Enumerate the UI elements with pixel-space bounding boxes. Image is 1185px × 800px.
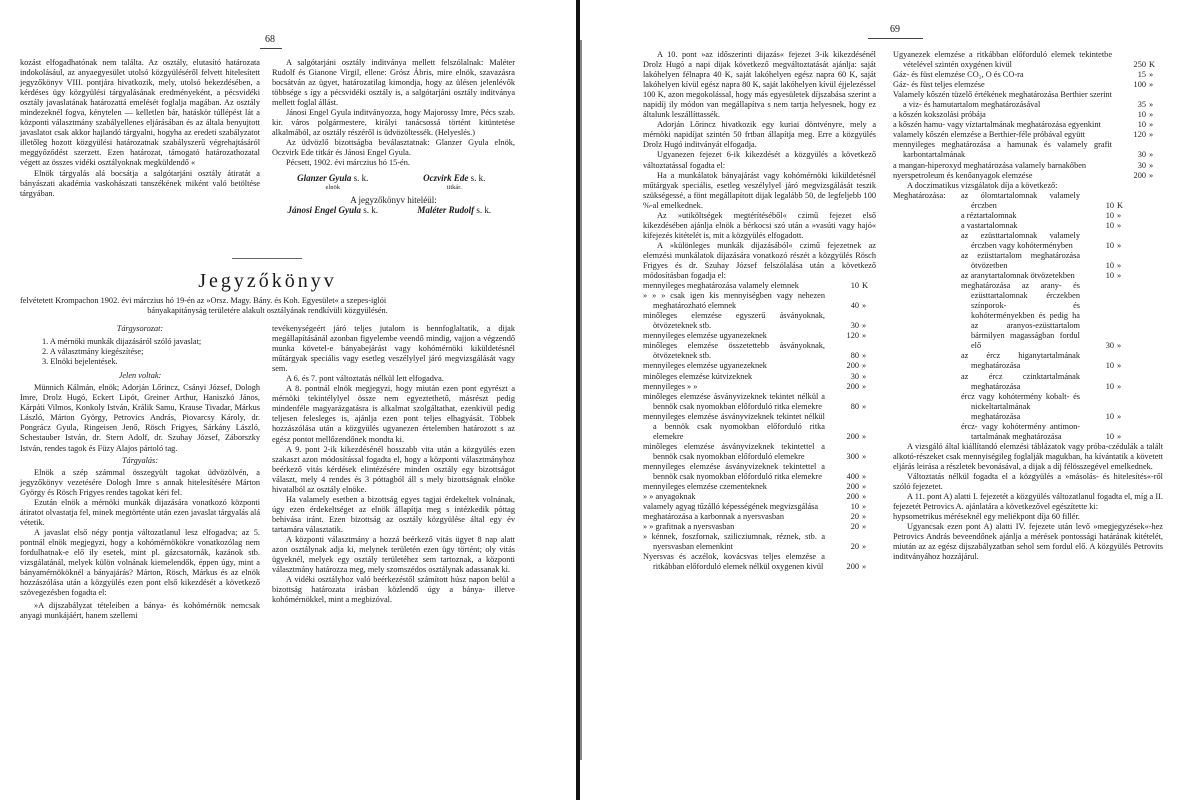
paragraph: Pécsett, 1902. évi márczius hó 15-én. [286,158,410,168]
fee-row [643,291,876,311]
paragraph: A »különleges munkák dijazásából« czimű fejezetnek az elemzési munkálatok díjazására vonatkozó részét a közgyülés Rösch Frigyes és dr. Szuhay József felszólalása után a következő módosításban fogadja el: [643,240,876,281]
fee-value: 200 [846,562,859,572]
fee-description: az ércz higanytartalmának meghatározása [961,351,1080,371]
signature-name: Glanzer Gyula [297,172,352,183]
signature-block [272,173,394,193]
fee-description: mennyileges meghatározása a hamunak és valamely grafit karbontartalmának [893,140,1112,160]
fee-description: mennyileges elemzése ásványvizeknek tekintet nélkül a bennök csak nyomokban előforduló ritka elemekre [643,411,825,441]
fee-description: a vastartalomnak [961,220,1018,230]
agenda-item: 1. A mérnöki munkák dijazásáról szóló javaslat; [42,337,202,347]
fee-unit: » [1117,271,1122,281]
fee-unit: » [1117,341,1122,351]
fee-value: 300 [846,451,859,461]
right-col1 [643,50,876,572]
fee-value: 120 [1133,130,1146,140]
fee-unit: » [862,542,867,552]
fee-row [643,532,876,552]
fee-value: 10 [1105,411,1114,421]
fee-unit: » [862,331,867,341]
proceedings-title: Tárgyalás: [121,455,159,465]
paragraph: A 8. pontnál elnök megjegyzi, hogy miután ezen pont egyrészt a mérnöki tekintélylyel össze nem egyeztethető, másrészt pedig mindenféle magyarázgatásra is alkalmat szolgáltathat, ezenkivül pedig teljesen felesleges is, ajánlja ezen pont teljes elhagyását. Többek hozzászólása után a közgyülés ugyanezen értelemben határozott s az egész pontot mellőzendőnek mondta ki. [272,384,515,444]
left-col2-top [272,58,515,215]
fee-unit: K [862,281,868,291]
fee-value: 30 [1137,150,1146,160]
fee-value: 10 [1105,381,1114,391]
paragraph: Ha a munkálatok bányajárást vagy kohómérnöki kiküldetésnél műtárgyak speciális, esetleg veszélylyel járó megvizsgálását teszik szükségessé, a fönt megállapított dijak legalább 50, de legfeljebb 100 %-al emelkednek. [643,170,876,210]
fee-value: 10 [850,502,859,512]
docimastic-section [893,191,1163,442]
fee-row [961,251,1131,271]
fee-description: mennyileges meghatározása valamely elemnek [643,281,799,291]
fee-unit: » [1117,220,1122,230]
right-col2 [893,50,1163,562]
fee-unit: » [1117,361,1122,371]
fee-value: 80 [850,401,859,411]
fee-row [643,412,876,442]
fee-unit: » [862,502,867,512]
fee-description: mennyileges elemzése ugyanezeknek [643,331,767,341]
fee-unit: » [1117,210,1122,220]
fee-unit: » [862,492,867,502]
fee-unit: » [862,361,867,371]
signature-row [272,173,515,193]
fee-unit: » [1117,260,1122,270]
fee-description: Gáz- és füst elemzése CO₂, O és CO-ra [893,70,1024,80]
page-number-rule [868,38,923,39]
fee-unit: » [862,301,867,311]
fee-description: Nyersvas és aczélok, kovácsvas teljes elemzése a ritkábban előforduló elemek nélkül oxygenen kivül [643,552,825,572]
fee-description: minőleges elemzése ásványvizeknek tekintet nélkül a bennök csak nyomokban előforduló ritka elemekre [643,391,825,411]
fee-description: mennyileges » » [643,381,698,391]
fee-row [643,512,876,522]
fee-unit: » [1149,80,1154,90]
fee-value: 250 [1133,60,1146,70]
left-col2-bottom [272,324,515,605]
fee-unit: » [1149,100,1154,110]
fee-description: » » grafitnak a nyersvasban [643,522,735,532]
fee-unit: » [862,562,867,572]
fee-row [643,502,876,512]
fee-unit: » [1149,150,1154,160]
fee-row [643,522,876,532]
fee-value: 20 [850,542,859,552]
fee-row [643,361,876,371]
hypsometric-fee: hypsometrikus méréseknél egy meliékpont díja 60 fillér. [893,512,1080,522]
fee-description: ércz- vagy kohótermény antimon-tartalmának meghatározása [961,421,1080,441]
subheading-line: felvétetett Krompachon 1902. évi márczius hó 19-én az »Orsz. Magy. Bány. és Koh. Egyesület« a szepes-iglói [20,296,387,305]
paragraph: »A dijszabályzat tételeiben a bánya- és kohómérnök nemcsak anyagi munkájáért, hanem szellemi [20,601,260,621]
fee-unit: » [1149,160,1154,170]
fee-unit: » [1149,170,1154,180]
fee-row [643,382,876,392]
fee-row [643,281,876,291]
fee-description: minőleges elemzése kútvizeknek [643,371,753,381]
fee-value: 200 [846,492,859,502]
signature-name: Oczvirk Ede [423,172,469,183]
docimastic-label: Meghatározása: [893,190,946,200]
fee-unit: » [862,371,867,381]
fee-row [643,331,876,341]
fee-value: 10 [1105,240,1114,250]
attestation: A jegyzőkönyv hiteléül: [350,194,437,205]
fee-description: a mangan-hiperoxyd meghatározása valamely barnakőben [893,160,1087,170]
fee-row [893,90,1163,110]
fee-value: 200 [1133,170,1146,180]
paragraph: A 11. pont A) alatti I. fejezetét a közgyülés változatlanul fogadta el, míg a II. fejezetét Petrovics A. ajánlatára a következővel egészítette ki: [893,492,1163,512]
fee-value: 15 [1137,70,1146,80]
paragraph: A javaslat első négy pontja változatlanul lesz elfogadva; az 5. pontnál elnök megjegyzi, hogy a kohómérnökökre vonatkozólag nem fordulhatnak-e elő ily esetek, mint pl. gázcsatornák, kazánok stb. vizsgálatánál, melyek külön volnának kiemelendők, éppen úgy, mint a bányamérnököknél a bányajárás? Márton, Rösch, Márkus és az elnök hozzászólása után a közgyülés ezen pont első kikezdését a következő szövegezésben fogadta el: [20,527,260,598]
fee-unit: » [862,482,867,492]
fee-row [643,372,876,382]
paragraph: Ezután elnök a mérnöki munkák dijazására vonatkozó központi átiratot olvastatja fel, minek megtörténte után ezen javaslat tárgyalás alá vétetik. [20,497,260,527]
fee-table [893,50,1163,181]
page-number-rule [260,48,282,49]
fee-row [893,110,1163,120]
paragraph: A vizsgáló által kiállítandó elemzési táblázatok vagy próba-czédulák a talált alkotó-részeket csak mennyiségileg foglalják magukban, ha kívántatik a követett eljárás leirása a részletek bevonásával, a dijak a díj félösszegével emelkednek. [893,441,1163,471]
fee-description: a kőszén kokszolási próbája [893,110,986,120]
fee-row [961,392,1131,422]
fee-row [643,462,876,482]
signature-name: Maléter Rudolf [417,204,475,215]
left-col1-top [20,58,260,199]
fee-unit: » [862,401,867,411]
paragraph: Változtatás nélkül fogadta el a közgyülés a »másolás- és hitelesítés«-ről szóló fejezetet. [893,471,1163,492]
fee-unit: » [862,321,867,331]
paragraph: Ugyancsak ezen pont A) alatti IV. fejezete után levő »megjegyzések«-hez Petrovics András beveendőnek ajánlja a mérések pontossági határának kitételét, miután az az egész dijszabályzatban sehol sem fordul elő. A közgyülés Petrovits inditványához hozzájárul. [893,522,1163,562]
fee-value: 10 [1105,431,1114,441]
signature-role: elnök [325,183,340,191]
fee-row [961,422,1131,442]
signature-block [394,205,516,215]
signature-role: titkár. [446,183,462,191]
paragraph: Jánosi Engel Gyula inditványozza, hogy Majorossy Imre, Pécs szab. kir. város polgármestere, királyi tanácsossá történt kitüntetése alkalmából, az osztály részéről is üdvözöltessék. (Helyeslés.) [272,108,515,138]
fee-row [643,482,876,492]
fee-value: 200 [846,431,859,441]
page-number-right: 69 [890,24,900,35]
fee-value: 80 [850,351,859,361]
fee-row [893,80,1163,90]
agenda-title: Tárgysorozat: [116,324,164,333]
fee-description: meghatározása az arany- és ezüsttartalomnak érczekben színporok- és kohóterményekben és pedig ha az aranyos-ezüsttartalom bármilyen magasságban fordul elő [961,281,1080,351]
fee-unit: » [862,381,867,391]
fee-row [643,311,876,331]
fee-unit: » [1149,110,1154,120]
fee-value: 35 [1137,100,1146,110]
fee-description: Ugyanezek elemzése a ritkábban előforduló elemek tekintetbe vételével szintén oxygénen kivül [893,50,1112,70]
left-col1-bottom [20,324,260,621]
fee-value: 10 [1105,210,1114,220]
paragraph: A salgótarjáni osztály inditványa mellett felszólalnak: Maléter Rudolf és Gianone Virgil, ellene: Grósz Ábris, mire elnök, szavazásra bocsátván az ügyet, határozatilag kimondja, hogy az ülésen jelenlévők többsége s így a pécsvidéki osztály is, a salgótarjáni osztály inditványa mellett foglal állást. [272,58,515,108]
fee-unit: » [1149,130,1154,140]
signature-block [394,173,516,193]
signature-suffix: s. k. [470,172,486,183]
fee-unit: K [1117,200,1123,210]
fee-row [893,130,1163,140]
paragraph: tevékenységeért járó teljes jutalom is bennfoglaltatik, a dijak megállapításánál azonban figyelembe veendő mindig, vajjon a végzendő munka követel-e bányabejárást vagy kohómérnöki kiküldetésnél műtárgyak speciális vagy esetleg veszélylyel járó megvizsgálását vagy sem. [272,324,515,374]
fee-unit: » [862,451,867,461]
fee-description: mennyileges elemzése ugyanezeknek [643,361,767,371]
fee-row [961,281,1131,351]
fee-value: 10 [850,281,859,291]
fee-table [643,281,876,572]
fee-value: 10 [1105,271,1114,281]
paragraph: A 9. pont 2-ik kikezdésénél hosszabb vita után a közgyülés ezen szakaszt azon módosítással fogadta el, hogy a központi választmányhoz beérkező vitás kérdések elintézésére minden osztály egy bizottságot választ, mely 4 rendes és 3 póttagból áll s mely bizottságnak elnöke hivatalból az osztály elnöke. [272,444,515,494]
fee-description: nyerspetroleum és kenőanyagok elemzése [893,170,1033,180]
paragraph: Elnök a szép számmal összegyült tagokat üdvözölvén, a jegyzőkönyv vezetésére Dologh Imre s annak hitelesítésére Márton György és Rösch Frigyes rendes tagokat kéri fel. [20,467,260,497]
fee-unit: » [1117,240,1122,250]
fee-description: valamely kőszén elemzése a Berthier-féle próbával együtt [893,130,1085,140]
fee-value: 10 [1105,200,1114,210]
fee-row [961,372,1131,392]
fee-value: 30 [850,321,859,331]
paragraph: Ugyanezen fejezet 6-ik kikezdését a közgyülés a következő változtatással fogadta el: [643,150,876,170]
fee-value: 200 [846,381,859,391]
book-gutter-shadow [580,40,582,760]
section-heading: Jegyzőkönyv [198,270,337,292]
signature-name: Jánosi Engel Gyula [287,204,361,215]
fee-description: mennyileges elemzése ásványvizeknek tekintettel a bennök csak nyomokban előforduló ritka elemekre [643,461,825,481]
signature-suffix: s. k. [476,204,492,215]
fee-unit: » [1149,120,1154,130]
fee-unit: » [862,471,867,481]
fee-row [893,120,1163,130]
fee-row [893,50,1163,70]
fee-row [643,341,876,361]
paragraph: Ha valamely esetben a bizottság egyes tagjai érdekeltek volnának, úgy ezen érdekeltséget az elnök állapítja meg s intézkedik póttag behivása iránt. Ezen bizottság az osztály közgyülése által egy év tartamára választatik. [272,494,515,534]
fee-description: » kénnek, foszfornak, szilicziumnak, réznek, stb. a nyersvasban elemenkint [643,532,825,552]
fee-description: Valamely kőszén tüzelő értékének meghatározása Berthier szerint a viz- és hamutartalom meghatározásával [893,90,1112,110]
signature-row [272,205,515,215]
fee-unit: » [862,351,867,361]
fee-description: valamely agyag tűzálló képességének megvizsgálása [643,502,819,512]
fee-unit: K [1149,60,1155,70]
fee-value: 120 [846,331,859,341]
agenda-item: 2. A választmány kiegészítése; [42,347,144,357]
fee-row [893,70,1163,80]
fee-value: 20 [850,522,859,532]
agenda-item: 3. Elnöki bejelentések. [42,357,118,367]
fee-description: az ezüsttartalomnak valamely érczben vagy kohóterményben [961,230,1080,250]
fee-value: 20 [850,512,859,522]
page-number-left: 68 [265,34,275,45]
fee-description: Gáz- és füst teljes elemzése [893,80,985,90]
paragraph: A 6. és 7. pont változtatás nélkül lett elfogadva. [286,374,444,384]
fee-description: az ércz czinktartalmának meghatározása [961,371,1080,391]
fee-description: az ezüsttartalom meghatározása ötvözetben [961,250,1080,270]
paragraph: Az üdvözlő bizottságba beválasztatnak: Glanzer Gyula elnök, Oczvirk Ede titkár és Jánosi Engel Gyula. [272,138,515,158]
fee-value: 100 [1133,80,1146,90]
fee-unit: » [1117,381,1122,391]
fee-unit: » [1149,70,1154,80]
paragraph: Az »utiköltségek megtérítéséből« czimű fejezet első kikezdésében ajánlja elnök a bérkocsi szó után a »vasúti vagy hajó« kifejezés kitételét is, mit a közgyülés elfogadott. [643,210,876,240]
fee-description: az ólomtartalomnak valamely érczben [961,190,1080,210]
fee-value: 10 [1137,120,1146,130]
signature-suffix: s. k. [363,204,379,215]
signature-suffix: s. k. [353,172,369,183]
paragraph: kozást elfogadhatónak nem találta. Az osztály, elutasító határozata indokolásául, az anyaegyesület utolsó közgyüléséről felvett hitelesített jegyzőkönyv VIII. pontjára hivatkozik, mely, utolsó bekezdésében, a kérdéses ügy közgyülési tárgyalásának eredményeként, a pécsvidéki osztály javaslatának határozattá emelését foglalja magában. Az osztály mindezeknél fogva, kénytelen — kelletlen bár, hatáskör túllépést lát a központi választmány szabályellenes eljárásában és az általa benyujtott javaslatot csak akkor hajlandó tárgyalni, hogyha az eredeti szabályzatot illetőleg hozott közgyülési határozatnak szabályszerű végrehajtásáról meggyőződést szerzett. Ezen határozat, támogató határozathozatal végett az összes vidéki osztályoknak megküldendő « [20,58,260,168]
fee-unit: » [1117,411,1122,421]
fee-table [961,191,1131,442]
fee-description: ércz vagy kohótermény kobalt- és nickeltartalmának meghatározása [961,391,1080,421]
fee-unit: » [862,431,867,441]
fee-row [893,171,1163,181]
fee-row [893,161,1163,171]
fee-value: 10 [1105,220,1114,230]
fee-row [961,231,1131,251]
fee-value: 40 [850,301,859,311]
fee-description: » » » csak igen kis mennyiségben vagy nehezen meghatározható elemnek [643,291,825,311]
fee-value: 200 [846,361,859,371]
present-title: Jelen voltak: [118,371,162,381]
fee-row [643,392,876,412]
section-divider [232,258,302,259]
fee-value: 10 [1105,260,1114,270]
fee-description: a réztartalomnak [961,210,1017,220]
section-subheading [20,296,515,316]
fee-unit: » [862,512,867,522]
fee-value: 30 [850,371,859,381]
fee-description: a kőszén hamu- vagy víztartalmának meghatározása egyenkint [893,120,1101,130]
signature-block [272,205,394,215]
paragraph: Elnök tárgyalás alá bocsátja a salgótarjáni osztály átiratát a bányászati akadémia vaskohászati tanszékének miként való betöltése tárgyában. [20,168,260,198]
fee-row [893,140,1163,160]
fee-row [643,552,876,572]
fee-row [961,221,1131,231]
fee-description: » » anyagoknak [643,492,696,502]
fee-description: meghatározása a karbonnak a nyersvasban [643,512,784,522]
paragraph: A 10. pont »az időszerinti dijazás« fejezet 3-ik kikezdésénél Drolz Hugó a napi dijak következő megváltoztatását ajánlja: saját lakóhelyen félnapra 40 K, saját lakóhelyen egész napra 60 K, saját lakóhelyen kívül egész napra 80 K, saját lakóhelyen kívül éjjelezéssel 100 K, azon megokolással, hogy más egyesületek díjszabása szerint a napidíj ily módon van megállapítva s nem tartja helyesnek, hogy ez általunk leszállíttassék. [643,50,876,120]
fee-row [961,351,1131,371]
fee-value: 200 [846,482,859,492]
fee-value: 400 [846,471,859,481]
fee-description: minőleges elemzése ásványvizeknek tekintettel a bennök csak nyomokban előforduló elemekre [643,441,825,461]
fee-description: minőleges elemzése összetettebb ásványoknak, ötvözeteknek stb. [643,341,825,361]
paragraph: A központi választmány a hozzá beérkező vitás ügyet 8 nap alatt azon osztálynak adja ki, melynek területén ezen ügy történt; oly vitás ügyeknél, melyek egy osztály területéhez sem tartoznak, a központi választmány határozza meg, mely szomszédos osztálynak adassanak ki. [272,534,515,575]
paragraph: Adorján Lőrincz hivatkozik egy kuriai döntvényre, mely a mérnöki napidíjat szintén 50 frtban állapítja meg. Erre a közgyülés Drolz Hugó inditványát elfogadja. [643,120,876,150]
fee-row [643,492,876,502]
fee-description: az aranytartalomnak ötvözetekben [961,271,1075,281]
fee-value: 30 [1105,341,1114,351]
fee-value: 10 [1105,361,1114,371]
fee-row [961,271,1131,281]
fee-unit: » [862,522,867,532]
fee-value: 30 [1137,160,1146,170]
paragraph: A vidéki osztályhoz való beérkezéstől számított húsz napon belül a bizottság határozata irásban közlendő úgy a bánya- illetve kohómérnökkel, mint a megbizóval. [272,575,515,605]
docimastic-intro: A doczimatikus vizsgálatok díja a következő: [907,180,1058,190]
present-list: Münnich Kálmán, elnök; Adorján Lőrincz, Csányi József, Dologh Imre, Drolz Hugó, Eckert Lipót, Greiner Arthur, Haniszkó János, Kárpáti Vilmos, Konkoly István, Králik Samu, Krause Tivadar, Márkus László, Márton György, Petrovics András, Piovarcsy Károly, dr. Pongrácz Gyula, Ringeisen Jenő, Rösch Frigyes, Sárkány László, Schestauber István, dr. Stern Adolf, dr. Szuhay József, Záborszky István, rendes tagok és Füzy Alajos pártoló tag. [20,383,260,453]
fee-row [961,191,1131,211]
fee-row [643,442,876,462]
fee-unit: » [1117,431,1122,441]
fee-description: mennyileges elemzése czementeknek [643,482,767,492]
fee-description: minőleges elemzése egyszerű ásványoknak, ötvözeteknek stb. [643,311,825,331]
fee-value: 10 [1137,110,1146,120]
fee-row [961,211,1131,221]
subheading-line: bányakapitányság területére alakult osztályának rendkívüli közgyülésén. [147,306,388,315]
